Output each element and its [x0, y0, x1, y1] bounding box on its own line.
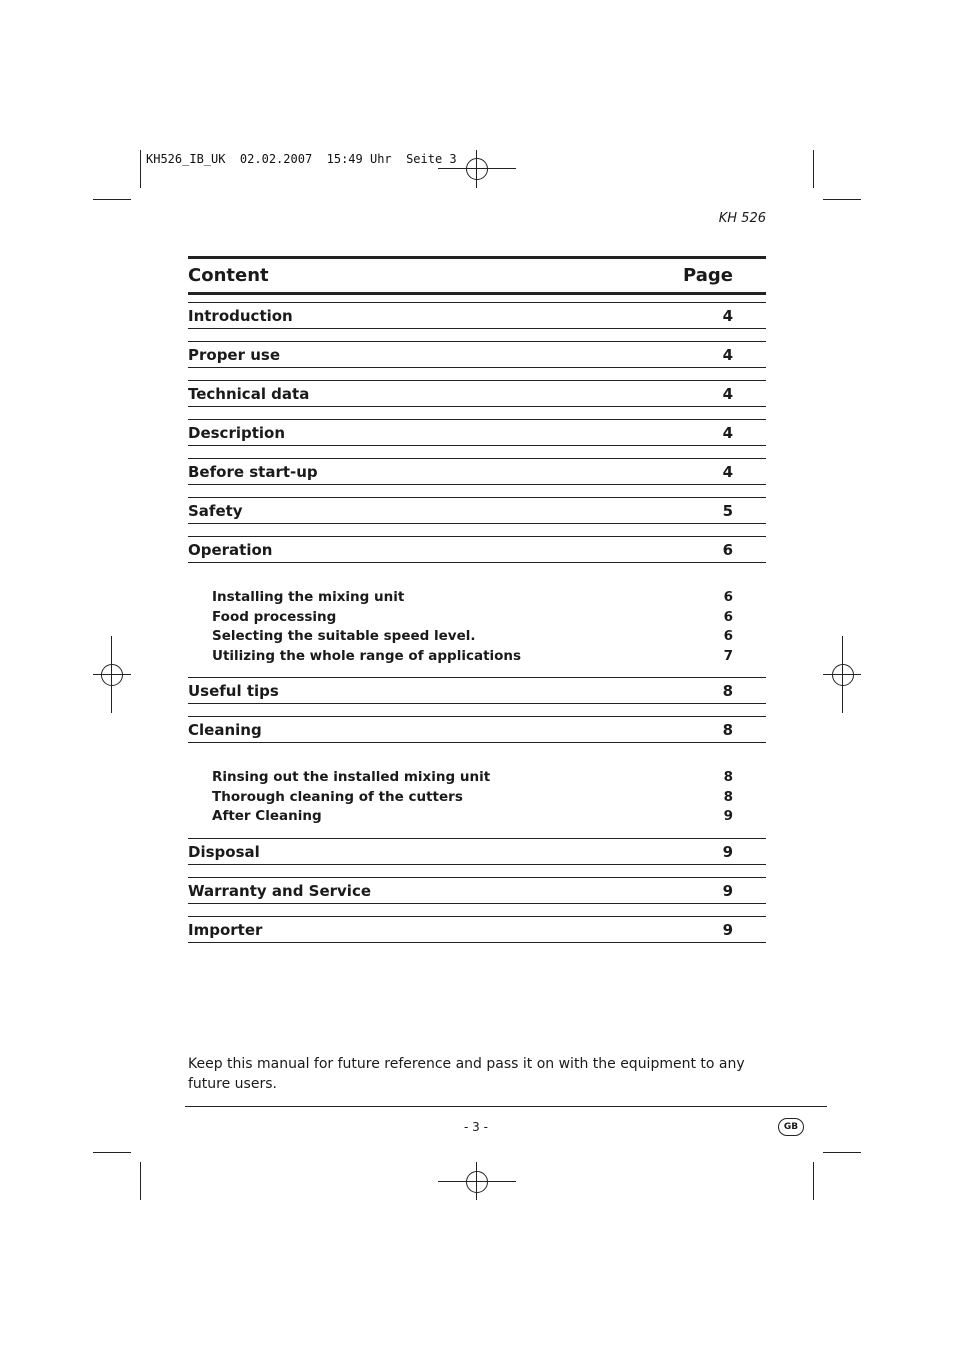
toc-entry-title: Warranty and Service [188, 881, 372, 900]
toc-subentry-page: 8 [723, 769, 733, 785]
registration-line [842, 636, 843, 713]
toc-entry-page: 5 [722, 502, 733, 520]
operation-subentries [188, 573, 766, 667]
crop-mark [93, 199, 131, 200]
toc-entry[interactable] [188, 838, 766, 865]
toc-subentry-title: Rinsing out the installed mixing unit [212, 769, 491, 785]
country-badge: GB [778, 1118, 804, 1136]
toc-entry-page: 8 [722, 682, 733, 700]
toc-entry-page: 4 [722, 346, 733, 364]
toc-subentry[interactable] [188, 589, 766, 609]
toc-subentry-title: After Cleaning [212, 808, 322, 824]
toc-entry-page: 9 [722, 920, 733, 939]
toc-subentry-title: Utilizing the whole range of applications [212, 647, 522, 664]
toc-entry[interactable] [188, 380, 766, 407]
toc-subentry[interactable] [188, 609, 766, 629]
toc-subentry-page: 6 [723, 608, 733, 625]
toc-entry-title: Operation [188, 541, 273, 559]
toc-title: Content [188, 265, 269, 286]
toc-entry[interactable] [188, 877, 766, 904]
toc-entry-page: 4 [722, 463, 733, 481]
registration-mark-left [101, 664, 123, 686]
toc-entry-page: 4 [722, 385, 733, 403]
registration-line [93, 674, 131, 675]
toc-entry[interactable] [188, 677, 766, 704]
registration-line [438, 168, 516, 169]
toc-entry[interactable] [188, 916, 766, 943]
toc-entry-title: Importer [188, 920, 263, 939]
toc-page-header: Page [683, 265, 733, 286]
registration-line [438, 1181, 516, 1182]
registration-line [476, 150, 477, 188]
toc-subentry-page: 9 [723, 808, 733, 824]
crop-mark [813, 150, 814, 188]
toc-subentry[interactable] [188, 628, 766, 648]
crop-mark [823, 1152, 861, 1153]
toc-entry-page: 6 [722, 541, 733, 559]
toc-entry-title: Description [188, 424, 286, 442]
toc-subentry-title: Food processing [212, 608, 337, 625]
toc-subentry[interactable] [188, 648, 766, 668]
registration-mark-top [466, 158, 488, 180]
model-number: KH 526 [718, 211, 766, 226]
toc-subentry[interactable] [188, 789, 766, 809]
crop-mark [140, 1162, 141, 1200]
toc-subentry-title: Selecting the suitable speed level. [212, 628, 476, 644]
registration-line [476, 1162, 477, 1200]
registration-mark-bottom [466, 1171, 488, 1193]
crop-mark [93, 1152, 131, 1153]
toc-entry-page: 9 [722, 842, 733, 861]
footer-divider [185, 1106, 827, 1107]
crop-mark [813, 1162, 814, 1200]
toc-entry[interactable] [188, 716, 766, 743]
toc-entry-title: Technical data [188, 385, 310, 403]
toc-entry[interactable] [188, 302, 766, 329]
toc-entry-title: Cleaning [188, 721, 262, 739]
toc-entry-title: Proper use [188, 346, 281, 364]
toc-entry-page: 9 [722, 881, 733, 900]
toc-entry-page: 4 [722, 424, 733, 442]
crop-mark [140, 150, 141, 188]
toc-subentry-page: 8 [723, 788, 733, 805]
toc-entry-title: Useful tips [188, 682, 279, 700]
toc-subentry-title: Installing the mixing unit [212, 589, 405, 605]
toc-entry[interactable] [188, 458, 766, 485]
toc-entry[interactable] [188, 419, 766, 446]
registration-line [111, 636, 112, 713]
toc-subentry[interactable] [188, 769, 766, 789]
toc-entry-title: Before start-up [188, 463, 318, 481]
crop-mark [823, 199, 861, 200]
toc-subentry-page: 6 [723, 628, 733, 644]
toc-entry-page: 4 [722, 307, 733, 325]
toc-entry[interactable] [188, 536, 766, 563]
toc-entry-title: Safety [188, 502, 243, 520]
registration-mark-right [832, 664, 854, 686]
cleaning-subentries [188, 753, 766, 828]
table-of-contents [188, 256, 766, 955]
toc-entry-title: Disposal [188, 842, 260, 861]
page-number: - 3 - [464, 1120, 488, 1134]
toc-subentry-page: 6 [723, 589, 733, 605]
manual-note: Keep this manual for future reference and pass it on with the equipment to any future users. [188, 1056, 745, 1092]
toc-subentry-page: 7 [723, 647, 733, 664]
print-slug: KH526_IB_UK 02.02.2007 15:49 Uhr Seite 3 [146, 152, 457, 166]
toc-header [188, 256, 766, 295]
toc-entry[interactable] [188, 497, 766, 524]
toc-entry[interactable] [188, 341, 766, 368]
toc-subentry-title: Thorough cleaning of the cutters [212, 788, 463, 805]
toc-subentry[interactable] [188, 808, 766, 828]
toc-entry-title: Introduction [188, 307, 293, 325]
toc-entry-page: 8 [722, 721, 733, 739]
